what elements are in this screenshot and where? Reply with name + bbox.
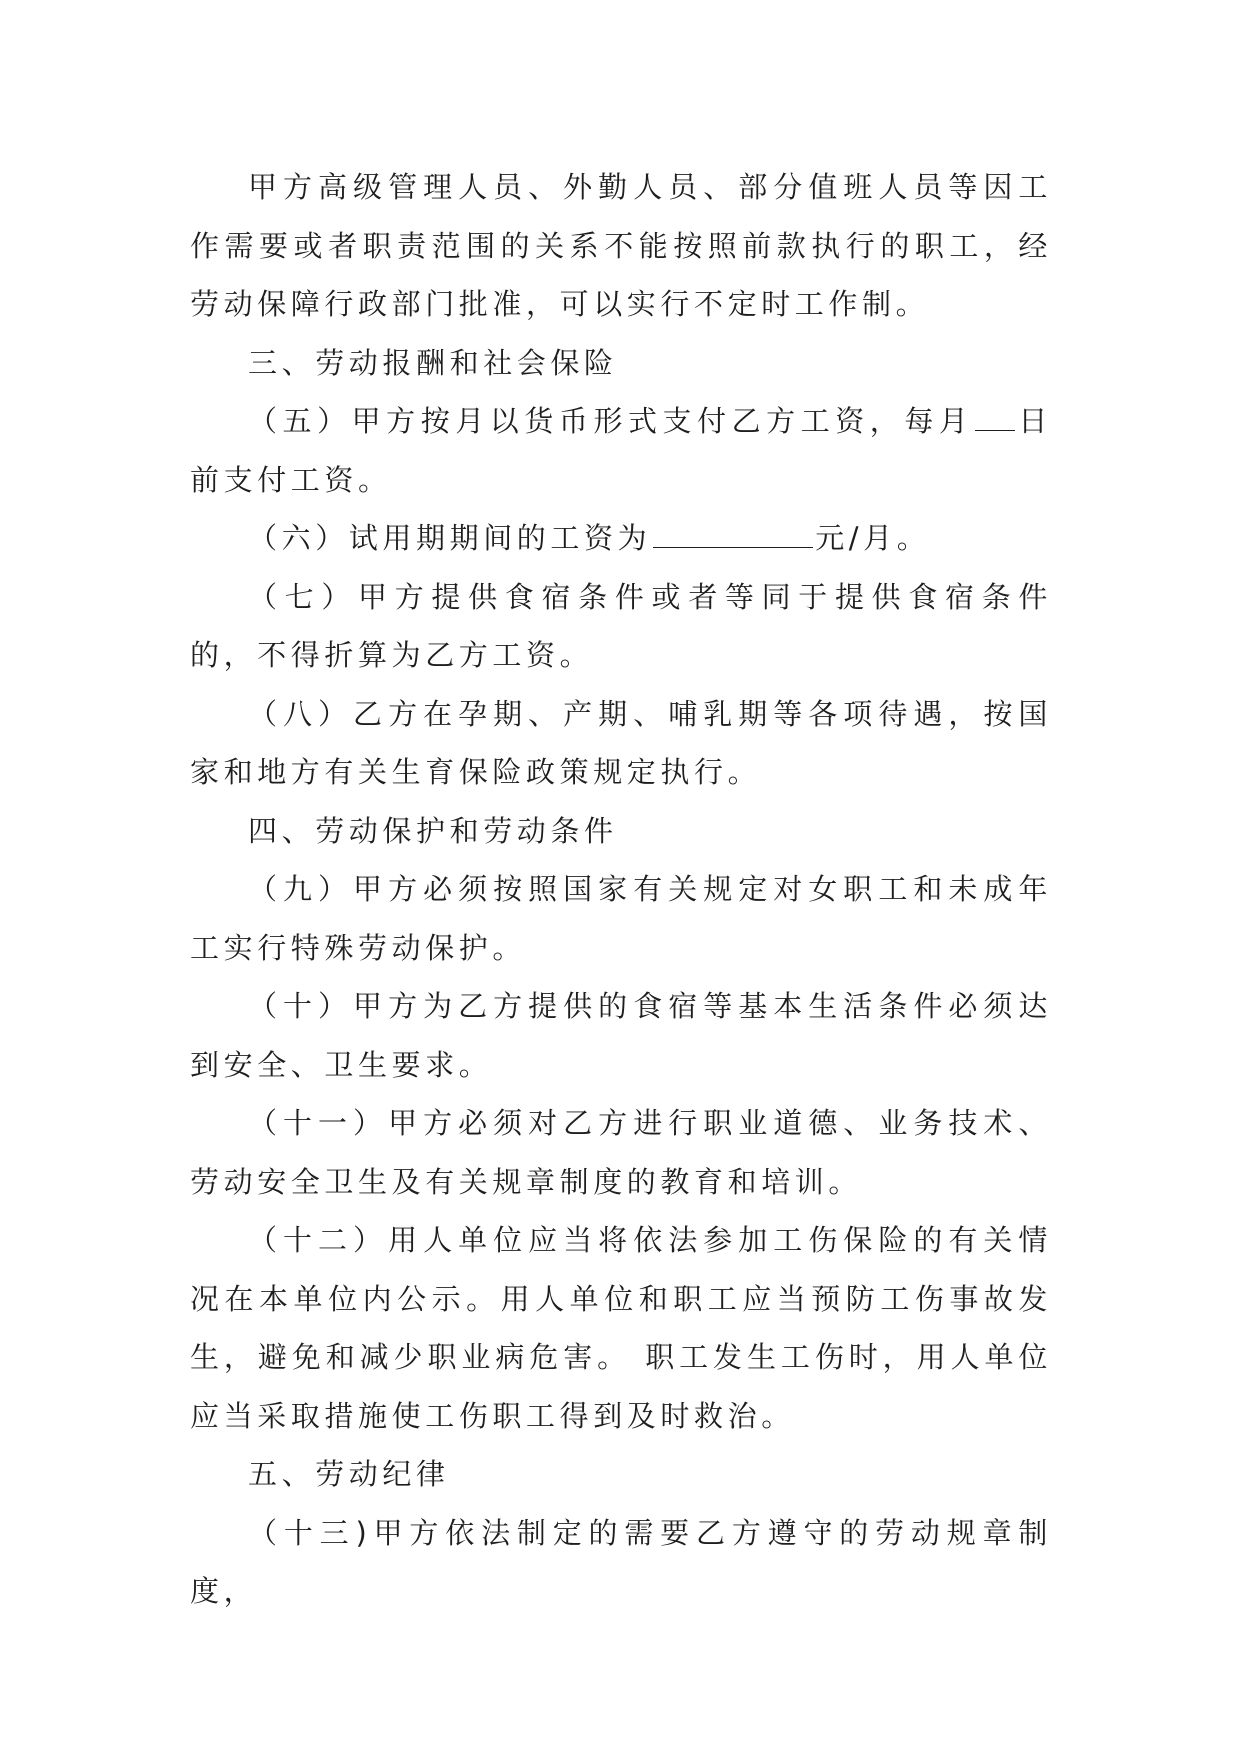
clause-5-text-end: 日前支付工资。 bbox=[190, 404, 1052, 497]
paragraph-clause-12: （十二）用人单位应当将依法参加工伤保险的有关情况在本单位内公示。用人单位和职工应当预防工伤事故发生，避免和减少职业病危害。 职工发生工伤时，用人单位应当采取措施使工伤职工得到及时救治。 bbox=[190, 1223, 1052, 1433]
paragraph-clause-7: （七）甲方提供食宿条件或者等同于提供食宿条件的，不得折算为乙方工资。 bbox=[190, 579, 1052, 672]
paragraph-clause-10: （十）甲方为乙方提供的食宿等基本生活条件必须达到安全、卫生要求。 bbox=[190, 989, 1052, 1082]
clause-6-text-start: （六）试用期期间的工资为 bbox=[248, 521, 652, 555]
paragraph-clause-11: （十一）甲方必须对乙方进行职业道德、业务技术、劳动安全卫生及有关规章制度的教育和培训。 bbox=[190, 1106, 1052, 1199]
paragraph-clause-9: （九）甲方必须按照国家有关规定对女职工和未成年工实行特殊劳动保护。 bbox=[190, 872, 1052, 965]
document-body bbox=[190, 158, 1052, 1621]
paragraph-clause-6 bbox=[190, 509, 1052, 568]
section-heading-discipline: 五、劳动纪律 bbox=[248, 1457, 450, 1491]
payday-blank bbox=[975, 404, 1015, 431]
section-heading-labor-protection: 四、劳动保护和劳动条件 bbox=[248, 813, 618, 848]
paragraph-irregular-hours: 甲方高级管理人员、外勤人员、部分值班人员等因工作需要或者职责范围的关系不能按照前款执行的职工，经劳动保障行政部门批准，可以实行不定时工作制。 bbox=[190, 170, 1052, 321]
clause-5-text-start: （五）甲方按月以货币形式支付乙方工资，每月 bbox=[248, 404, 974, 438]
probation-wage-blank bbox=[653, 521, 813, 548]
paragraph-clause-5 bbox=[190, 392, 1052, 509]
clause-6-text-end: 元/月。 bbox=[815, 521, 931, 555]
paragraph-clause-8: （八）乙方在孕期、产期、哺乳期等各项待遇，按国家和地方有关生育保险政策规定执行。 bbox=[190, 696, 1052, 789]
section-heading-remuneration: 三、劳动报酬和社会保险 bbox=[248, 345, 618, 380]
paragraph-clause-13: （十三)甲方依法制定的需要乙方遵守的劳动规章制度， bbox=[190, 1515, 1052, 1608]
